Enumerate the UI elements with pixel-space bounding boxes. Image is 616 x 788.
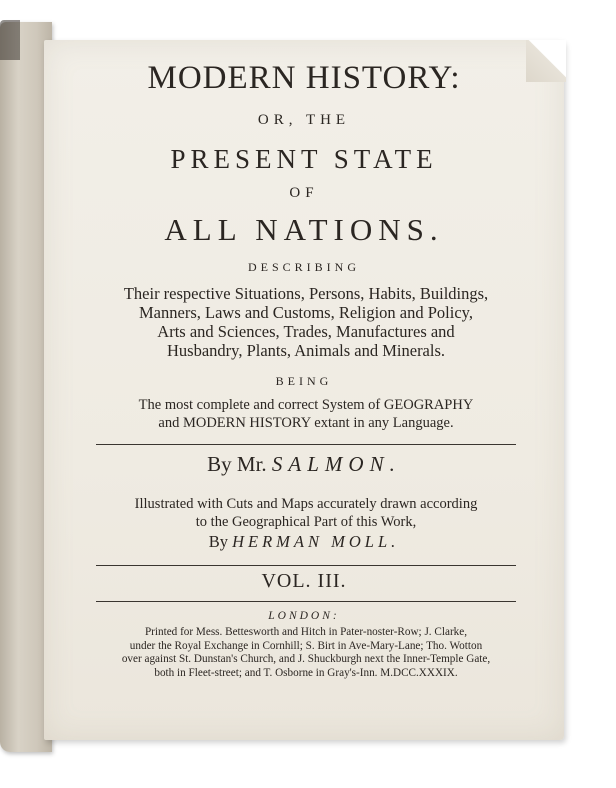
binding-edge <box>0 20 20 60</box>
system-line: and MODERN HISTORY extant in any Language. <box>158 415 454 431</box>
subtitle-present-state: PRESENT STATE <box>170 144 438 174</box>
main-title: MODERN HISTORY: <box>147 60 461 96</box>
illustration-line: to the Geographical Part of this Work, <box>195 514 417 530</box>
imprint-line: over against St. Dunstan's Church, and J. Shuckburgh next the Inner-Temple Gate, <box>121 653 491 665</box>
system-block <box>84 396 528 432</box>
description-line: Their respective Situations, Persons, Habits, Buildings, <box>123 284 489 303</box>
describing-label: DESCRIBING <box>247 260 360 274</box>
imprint-line: under the Royal Exchange in Cornhill; S. Birt in Ave-Mary-Lane; Tho. Wotton <box>129 639 483 652</box>
author-prefix: By Mr. <box>207 452 267 476</box>
imprint-block <box>78 626 534 680</box>
description-block <box>86 284 526 360</box>
mapmaker-name: HERMAN MOLL. <box>232 532 400 551</box>
subtitle-all-nations: ALL NATIONS. <box>164 212 444 247</box>
description-line: Manners, Laws and Customs, Religion and Policy, <box>139 303 473 322</box>
volume-label: VOL. III. <box>261 570 347 592</box>
mapmaker-line <box>44 532 564 552</box>
description-line: Arts and Sciences, Trades, Manufactures and <box>157 322 455 341</box>
being-label: BEING <box>275 374 333 388</box>
imprint-line: Printed for Mess. Bettesworth and Hitch in Pater-noster-Row; J. Clarke, <box>144 626 468 638</box>
system-line: The most complete and correct System of GEOGRAPHY <box>138 397 474 413</box>
author-line <box>44 452 564 477</box>
author-name: SALMON. <box>271 452 401 476</box>
subtitle-or-the: OR, THE <box>257 112 351 128</box>
mapmaker-prefix: By <box>208 532 228 551</box>
divider-rule <box>96 601 516 602</box>
subtitle-of: OF <box>289 185 319 201</box>
title-page <box>44 40 564 740</box>
divider-rule <box>96 444 516 445</box>
illustration-block <box>84 495 528 531</box>
imprint-line: both in Fleet-street; and T. Osborne in Gray's-Inn. M.DCC.XXXIX. <box>154 666 458 679</box>
description-line: Husbandry, Plants, Animals and Minerals. <box>166 341 446 360</box>
illustration-line: Illustrated with Cuts and Maps accurately drawn according <box>134 496 478 512</box>
imprint-place: LONDON: <box>268 610 340 622</box>
divider-rule <box>96 565 516 566</box>
